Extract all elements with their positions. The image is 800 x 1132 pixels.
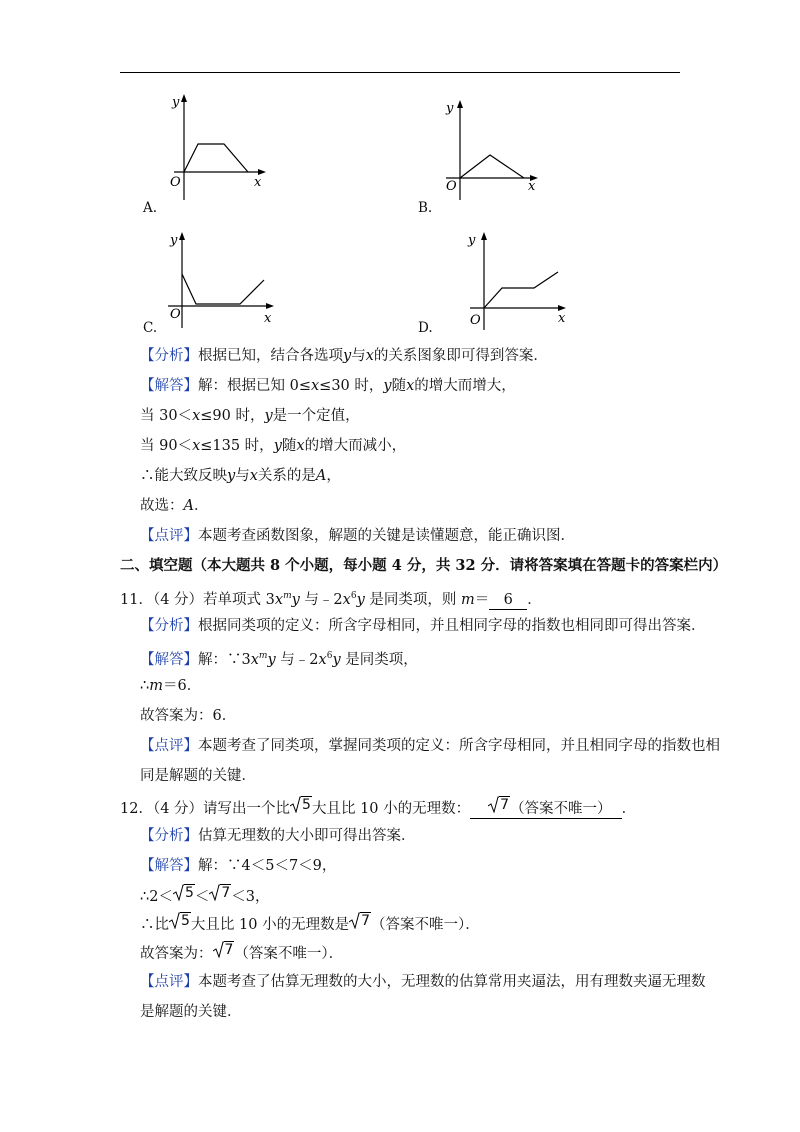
comment-tag: 【点评】 <box>140 974 198 990</box>
graph-a-origin-label: O <box>170 175 181 190</box>
q10-answer-line-4: ∴能大致反映y与x关系的是A， <box>140 468 341 484</box>
q11-answer-line-3: 故答案为：6． <box>140 708 237 724</box>
graph-a-x-label: x <box>254 175 262 190</box>
graph-c-origin-label: O <box>170 307 181 322</box>
q10-answer-line-1: 【解答】解：根据已知 0≤x≤30 时，y随x的增大而增大， <box>140 378 516 394</box>
sqrt-5: 5 <box>173 884 195 901</box>
graph-c <box>160 228 300 338</box>
answer-tag: 【解答】 <box>140 651 198 668</box>
graph-c-x-label: x <box>264 311 272 326</box>
comment-tag: 【点评】 <box>140 528 198 544</box>
answer-tag: 【解答】 <box>140 858 198 874</box>
q12-comment-line-2: 是解题的关键． <box>140 1004 242 1020</box>
q12-analysis: 【分析】估算无理数的大小即可得出答案． <box>140 828 416 844</box>
graph-d-origin-label: O <box>470 313 481 328</box>
sqrt-7: 7 <box>349 912 371 929</box>
q10-answer-line-5: 故选：A． <box>140 498 209 514</box>
q11-stem: 11．（4 分）若单项式 $3x^my$ 与$﹣2x^6y$ 是同类项，则 m＝ 6 ． <box>120 591 542 608</box>
q10-answer-line-2: 当 30＜x≤90 时，y是一个定值， <box>140 408 360 424</box>
sqrt-5: 5 <box>290 796 312 813</box>
q11-comment-line-1: 【点评】本题考查了同类项，掌握同类项的定义：所含字母相同，并且相同字母的指数也相 <box>140 738 720 754</box>
q11-answer-blank: 6 <box>489 591 527 610</box>
q12-answer-line-1: 【解答】解：∵4＜5＜7＜9， <box>140 858 337 874</box>
answer-tag: 【解答】 <box>140 378 198 394</box>
option-c-label: C. <box>143 320 158 336</box>
graph-b-x-label: x <box>528 179 536 194</box>
graph-a-y-label: y <box>172 95 180 110</box>
q10-comment: 【点评】本题考查函数图象，解题的关键是读懂题意，能正确识图． <box>140 528 575 544</box>
q11-comment-line-2: 同是解题的关键． <box>140 768 256 784</box>
q12-answer-line-4: 故答案为： 7 （答案不唯一）． <box>140 942 344 962</box>
graph-d-x-label: x <box>558 311 566 326</box>
q11-analysis: 【分析】根据同类项的定义：所含字母相同，并且相同字母的指数也相同即可得出答案． <box>140 618 706 634</box>
sqrt-7: 7 <box>209 884 231 901</box>
q12-answer-blank: 7 （答案不唯一） <box>470 796 621 819</box>
q11-answer-line-2: ∴m＝6． <box>140 678 202 694</box>
q10-analysis: 【分析】根据已知，结合各选项y与x的关系图象即可得到答案． <box>140 348 548 364</box>
header-rule <box>120 72 680 73</box>
q12-answer-line-3: ∴比 5 大且比 10 小的无理数是 7 （答案不唯一）． <box>140 913 480 933</box>
analysis-tag: 【分析】 <box>140 348 198 364</box>
q10-answer-line-3: 当 90＜x≤135 时，y随x的增大而减小， <box>140 438 407 454</box>
graph-b <box>438 100 578 210</box>
q11-answer-line-1: 【解答】解：$\because 3x^my$ 与$﹣2x^6y$ 是同类项， <box>140 651 418 668</box>
graph-b-origin-label: O <box>446 179 457 194</box>
graph-d <box>462 226 602 336</box>
sqrt-5: 5 <box>169 912 191 929</box>
q12-stem: 12．（4 分）请写出一个比 5 大且比 10 小的无理数： 7 （答案不唯一） ． <box>120 797 637 817</box>
section-title: 二、填空题（本大题共 8 个小题，每小题 4 分，共 32 分．请将答案填在答题卡的答案栏内） <box>120 557 728 574</box>
option-a-label: A. <box>143 200 158 216</box>
analysis-tag: 【分析】 <box>140 618 198 634</box>
graph-a <box>160 92 300 202</box>
graph-d-y-label: y <box>468 233 476 248</box>
graph-b-y-label: y <box>446 101 454 116</box>
analysis-tag: 【分析】 <box>140 828 198 844</box>
graph-c-y-label: y <box>170 233 178 248</box>
option-d-label: D. <box>418 320 433 336</box>
comment-tag: 【点评】 <box>140 738 198 754</box>
sqrt-7: 7 <box>488 796 510 813</box>
q12-answer-line-2: ∴2＜ 5 ＜ 7 ＜3， <box>140 885 270 905</box>
option-b-label: B. <box>418 200 433 216</box>
sqrt-7: 7 <box>213 941 235 958</box>
q12-comment-line-1: 【点评】本题考查了估算无理数的大小，无理数的估算常用夹逼法，用有理数夹逼无理数 <box>140 974 706 990</box>
